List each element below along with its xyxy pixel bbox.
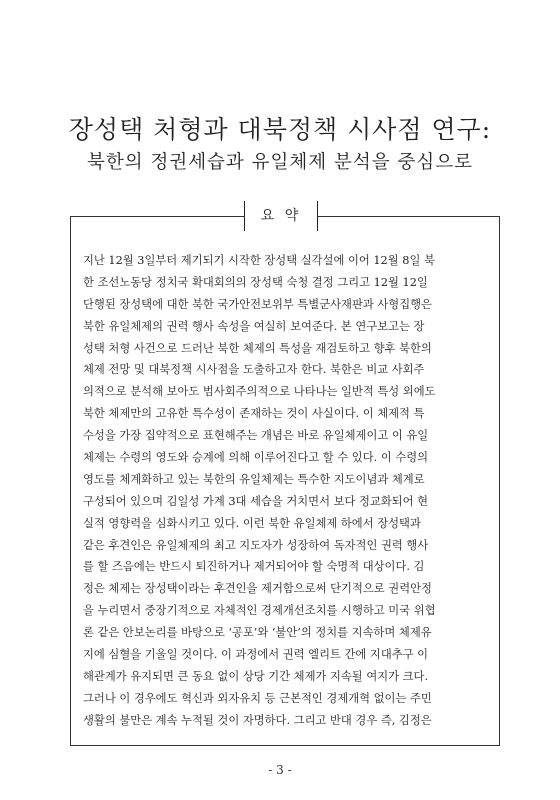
summary-line: 구성되어 있으며 김일성 가계 3대 세습을 거치면서 보다 정교화되어 현 (83, 494, 429, 508)
summary-line: 론 같은 안보논리를 바탕으로 ‘공포’와 ‘불안’의 정치를 지속하며 체제유 (83, 626, 432, 640)
summary-line: 지난 12월 3일부터 제기되기 시작한 장성택 실각설에 이어 12월 8일 북 (83, 254, 435, 267)
summary-line: 체제는 수령의 영도와 승계에 의해 이루어진다고 할 수 있다. 이 수령의 (83, 451, 429, 465)
summary-line: 정은 체제는 장성택이라는 후견인을 제거함으로써 단기적으로 권력안정 (83, 582, 432, 596)
summary-line: 을 누리면서 중장기적으로 자체적인 경제개선조치를 시행하고 미국 위협 (83, 604, 436, 618)
summary-line: 같은 후견인은 유일체제의 최고 지도자가 성장하여 독자적인 권력 행사 (83, 538, 429, 552)
summary-line: 를 할 즈음에는 반드시 퇴진하거나 제거되어야 할 숙명적 대상이다. 김 (83, 560, 425, 574)
summary-line: 성택 처형 사건으로 드러난 북한 체제의 특성을 재검토하고 향후 북한의 (83, 341, 432, 355)
summary-line: 한 조선노동당 정치국 확대회의의 장성택 숙청 결정 그리고 12월 12일 (83, 275, 428, 289)
summary-line: 해관계가 유지되면 큰 동요 없이 상당 기간 체제가 지속될 여지가 크다. (83, 669, 429, 683)
summary-line: 그러나 이 경우에도 혁신과 외자유치 등 근본적인 경제개혁 없이는 주민 (83, 691, 432, 705)
summary-heading: 요 약 (244, 201, 318, 231)
summary-line: 실적 영향력을 심화시키고 있다. 이런 북한 유일체제 하에서 장성택과 (83, 516, 421, 530)
page-number: - 3 - (268, 763, 292, 777)
summary-line: 북한 체제만의 고유한 특수성이 존재하는 것이 사실이다. 이 체제적 특 (83, 407, 425, 421)
summary-line: 수성을 가장 집약적으로 표현해주는 개념은 바로 유일체제이고 이 유일 (83, 429, 429, 443)
summary-line: 영도를 체계화하고 있는 북한의 유일체제는 특수한 지도이념과 체계로 (83, 472, 425, 486)
summary-body (83, 250, 486, 732)
summary-line: 체제 전망 및 대북정책 시사점을 도출하고자 한다. 북한은 비교 사회주 (83, 363, 425, 377)
summary-line: 생활의 불만은 계속 누적될 것이 자명하다. 그리고 반대 경우 즉, 김정은 (83, 713, 432, 727)
summary-line: 북한 유일체제의 권력 행사 속성을 여실히 보여준다. 본 연구보고는 장 (83, 319, 425, 333)
summary-line: 지에 심혈을 기울일 것이다. 이 과정에서 권력 엘리트 간에 지대추구 이 (83, 648, 429, 662)
summary-line: 의적으로 분석해 보아도 범사회주의적으로 나타나는 일반적 특성 외에도 (83, 385, 436, 399)
document-subtitle: 북한의 정권세습과 유일체제 분석을 중심으로 (86, 152, 474, 173)
document-title: 장성택 처형과 대북정책 시사점 연구: (68, 115, 492, 144)
summary-line: 단행된 장성택에 대한 북한 국가안전보위부 특별군사재판과 사형집행은 (83, 297, 432, 311)
